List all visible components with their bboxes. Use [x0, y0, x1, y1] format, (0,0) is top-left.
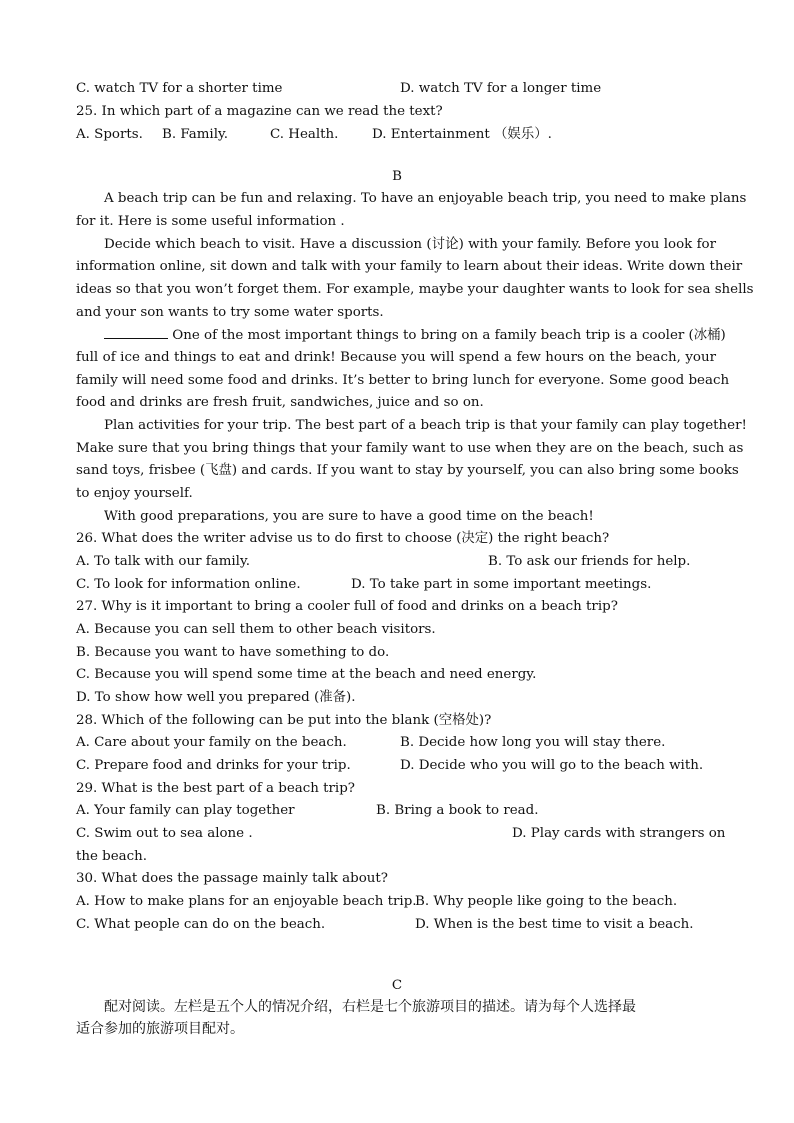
- q30-option-a: A. How to make plans for an enjoyable beach trip.: [76, 894, 417, 909]
- passage-line: With good preparations, you are sure to have a good time on the beach!: [104, 509, 594, 524]
- q27-option-d: D. To show how well you prepared (准备).: [76, 690, 356, 705]
- q30-question: 30. What does the passage mainly talk about?: [76, 871, 388, 886]
- section-b-heading: B: [392, 169, 402, 184]
- q28-option-c: C. Prepare food and drinks for your trip.: [76, 758, 351, 773]
- q28-option-a: A. Care about your family on the beach.: [76, 735, 347, 750]
- q29-option-a: A. Your family can play together: [76, 803, 295, 818]
- passage-line-with-blank: [104, 326, 726, 345]
- q29-option-d-continued: the beach.: [76, 849, 148, 864]
- q28-option-b: B. Decide how long you will stay there.: [400, 735, 666, 750]
- q26-option-c: C. To look for information online.: [76, 577, 301, 592]
- q25-option-c: C. Health.: [270, 127, 339, 142]
- q26-option-d: D. To take part in some important meetings.: [351, 577, 652, 592]
- q26-option-b: B. To ask our friends for help.: [488, 554, 691, 569]
- q24-option-d: D. watch TV for a longer time: [400, 81, 602, 96]
- q30-option-d: D. When is the best time to visit a beach.: [415, 917, 694, 932]
- q28-question: 28. Which of the following can be put into the blank (空格处)?: [76, 713, 492, 728]
- passage-line: to enjoy yourself.: [76, 486, 193, 501]
- q27-option-b: B. Because you want to have something to do.: [76, 645, 390, 660]
- passage-line-text: One of the most important things to bring on a family beach trip is a cooler (冰桶): [168, 328, 726, 343]
- q30-option-c: C. What people can do on the beach.: [76, 917, 326, 932]
- q27-option-a: A. Because you can sell them to other beach visitors.: [76, 622, 436, 637]
- q27-option-c: C. Because you will spend some time at the beach and need energy.: [76, 667, 537, 682]
- q29-option-b: B. Bring a book to read.: [376, 803, 539, 818]
- passage-line: full of ice and things to eat and drink! Because you will spend a few hours on the beach, your: [76, 350, 716, 365]
- passage-line: Decide which beach to visit. Have a discussion (讨论) with your family. Before you look for: [104, 237, 716, 252]
- q28-option-d: D. Decide who you will go to the beach with.: [400, 758, 704, 773]
- q30-option-b: B. Why people like going to the beach.: [415, 894, 678, 909]
- passage-line: sand toys, frisbee (飞盘) and cards. If you want to stay by yourself, you can also bring some books: [76, 463, 739, 478]
- answer-blank: [104, 326, 168, 339]
- passage-line: and your son wants to try some water sports.: [76, 305, 384, 320]
- q29-option-d: D. Play cards with strangers on: [512, 826, 726, 841]
- q25-option-a: A. Sports.: [76, 127, 143, 142]
- q25-option-b: B. Family.: [162, 127, 229, 142]
- q29-question: 29. What is the best part of a beach trip?: [76, 781, 355, 796]
- q27-question: 27. Why is it important to bring a cooler full of food and drinks on a beach trip?: [76, 599, 618, 614]
- section-c-instructions-cont: 适合参加的旅游项目配对。: [76, 1021, 244, 1037]
- passage-line: for it. Here is some useful information .: [76, 214, 345, 229]
- passage-line: Plan activities for your trip. The best part of a beach trip is that your family can play together!: [104, 418, 747, 433]
- q25-question: 25. In which part of a magazine can we read the text?: [76, 104, 443, 119]
- passage-line: A beach trip can be fun and relaxing. To have an enjoyable beach trip, you need to make plans: [104, 191, 747, 206]
- passage-line: information online, sit down and talk with your family to learn about their ideas. Write down their: [76, 259, 743, 274]
- q29-option-c: C. Swim out to sea alone .: [76, 826, 253, 841]
- section-c-instructions: 配对阅读。左栏是五个人的情况介绍，右栏是七个旅游项目的描述。请为每个人选择最: [104, 999, 636, 1015]
- passage-line: Make sure that you bring things that your family want to use when they are on the beach, such as: [76, 441, 744, 456]
- q26-option-a: A. To talk with our family.: [76, 554, 251, 569]
- q26-question: 26. What does the writer advise us to do first to choose (决定) the right beach?: [76, 531, 610, 546]
- passage-line: family will need some food and drinks. It’s better to bring lunch for everyone. Some good beach: [76, 373, 730, 388]
- section-c-heading: C: [391, 978, 403, 993]
- q24-option-c: C. watch TV for a shorter time: [76, 81, 283, 96]
- passage-line: ideas so that you won’t forget them. For example, maybe your daughter wants to look for sea shells: [76, 282, 754, 297]
- q25-option-d: D. Entertainment （娱乐）.: [372, 127, 552, 142]
- passage-line: food and drinks are fresh fruit, sandwiches, juice and so on.: [76, 395, 484, 410]
